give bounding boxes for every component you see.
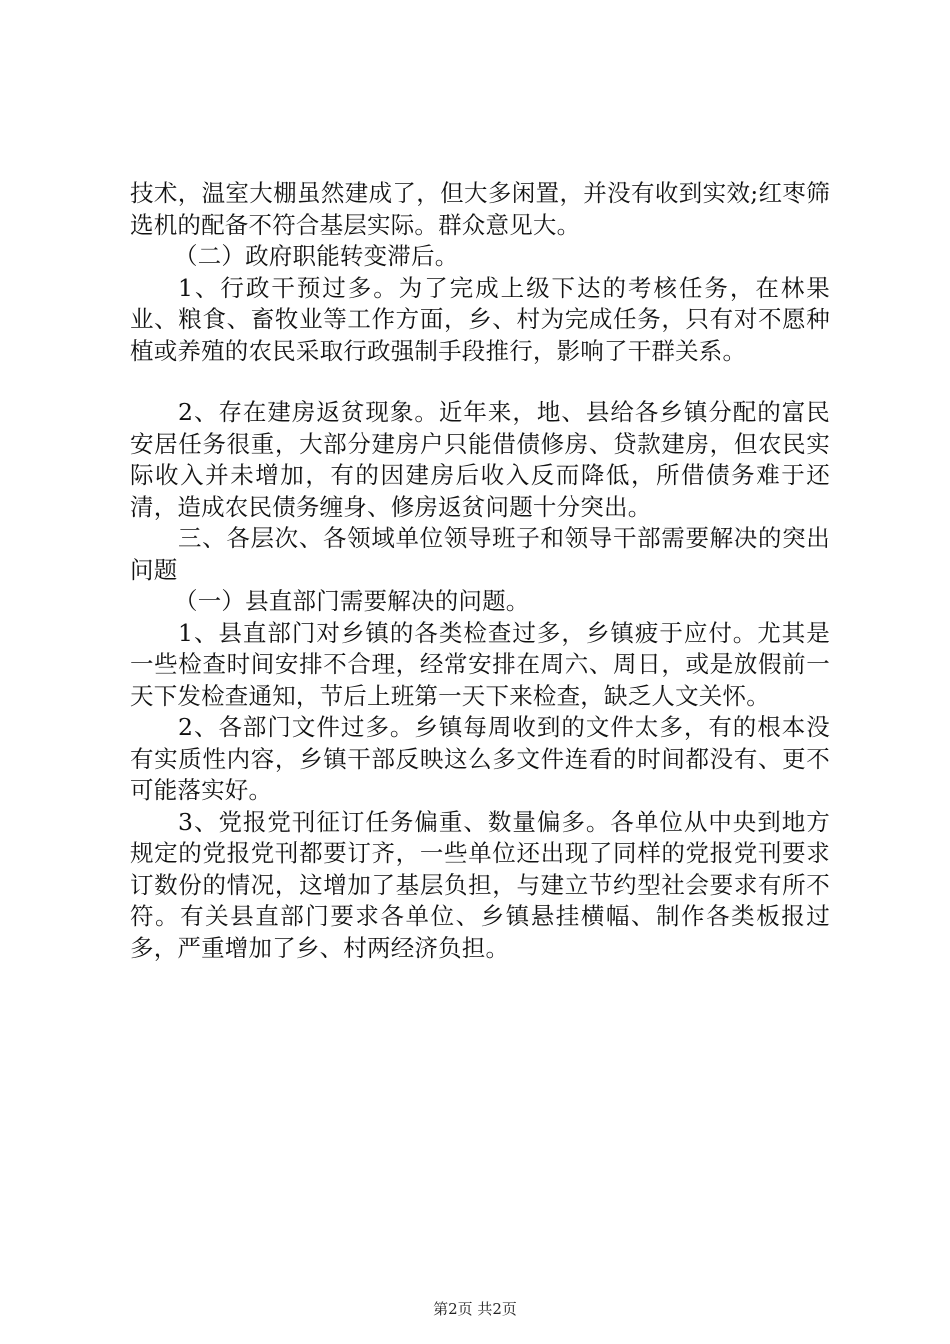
document-body — [130, 178, 830, 964]
subheading-government-functions: （二）政府职能转变滞后。 — [174, 242, 459, 270]
paragraph-inspections: 1、县直部门对乡镇的各类检查过多，乡镇疲于应付。尤其是一些检查时间安排不合理，经常安排在周六、周日，或是放假前一天下发检查通知，节后上班第一天下来检查，缺乏人文关怀。 — [130, 618, 830, 710]
paragraph-gap — [130, 367, 830, 397]
heading-section-three: 三、各层次、各领域单位领导班子和领导干部需要解决的突出问题 — [130, 524, 830, 584]
subheading-county-departments: （一）县直部门需要解决的问题。 — [174, 587, 530, 615]
paragraph-housing-poverty: 2、存在建房返贫现象。近年来，地、县给各乡镇分配的富民安居任务很重，大部分建房户只能借债修房、贷款建房，但农民实际收入并未增加，有的因建房后收入反而降低，所借债务难于还清，造成农民债务缠身、修房返贫问题十分突出。 — [130, 398, 830, 521]
page-footer: 第2页 共2页 — [433, 1300, 517, 1318]
paragraph-administrative-intervention: 1、行政干预过多。为了完成上级下达的考核任务，在林果业、粮食、畜牧业等工作方面，乡、村为完成任务，只有对不愿种植或养殖的农民采取行政强制手段推行，影响了干群关系。 — [130, 273, 830, 365]
paragraph-documents: 2、各部门文件过多。乡镇每周收到的文件太多，有的根本没有实质性内容，乡镇干部反映这么多文件连看的时间都没有、更不可能落实好。 — [130, 713, 830, 804]
paragraph-party-publications: 3、党报党刊征订任务偏重、数量偏多。各单位从中央到地方规定的党报党刊都要订齐，一些单位还出现了同样的党报党刊要求订数份的情况，这增加了基层负担，与建立节约型社会要求有所不符。有关县直部门要求各单位、乡镇悬挂横幅、制作各类板报过多，严重增加了乡、村两经济负担。 — [130, 807, 830, 962]
paragraph-continuation: 技术，温室大棚虽然建成了，但大多闲置，并没有收到实效;红枣筛选机的配备不符合基层实际。群众意见大。 — [130, 179, 830, 239]
